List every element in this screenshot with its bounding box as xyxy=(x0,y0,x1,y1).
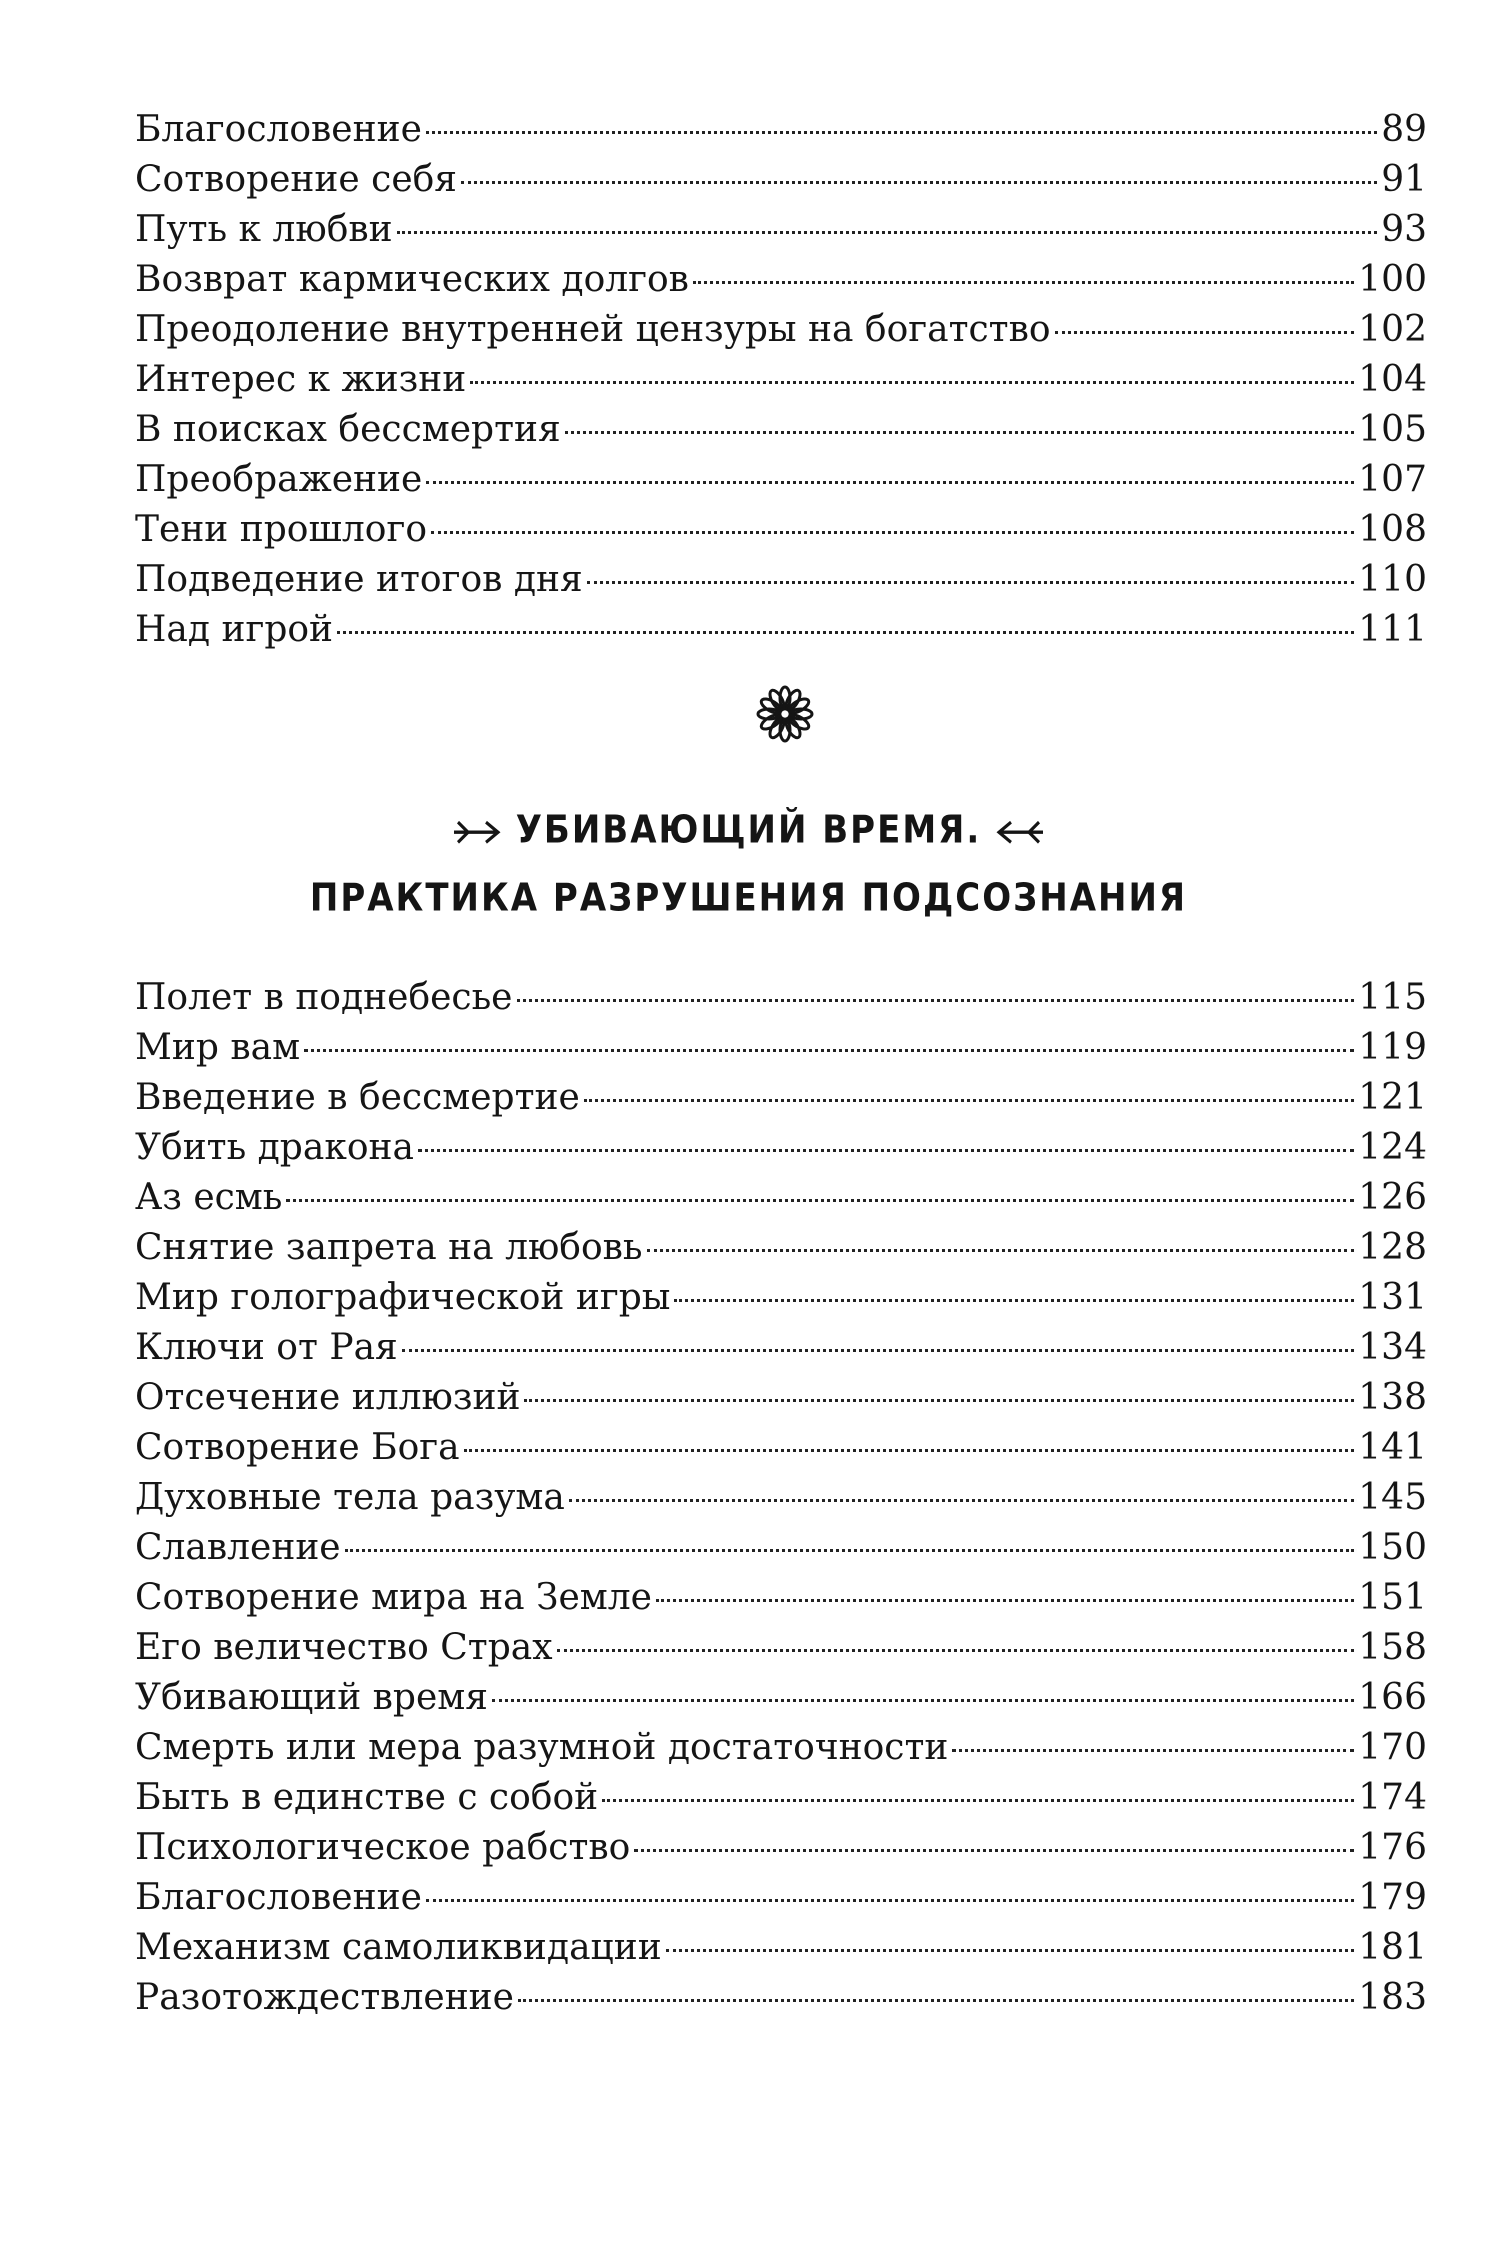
toc-entry-title: Подведение итогов дня xyxy=(135,559,583,600)
toc-entry-title: Быть в единстве с собой xyxy=(135,1777,599,1818)
toc-entry-title: Преображение xyxy=(135,459,423,500)
toc-entry-title: Благословение xyxy=(135,1877,422,1918)
toc-entry xyxy=(135,1523,1427,1573)
toc-entry xyxy=(135,1373,1427,1423)
dot-leader xyxy=(464,1449,1355,1452)
toc-entry-title: Мир вам xyxy=(135,1027,301,1068)
dot-leader xyxy=(952,1749,1354,1752)
left-arrow-ornament-icon xyxy=(452,818,502,845)
toc-entry-page-number: 174 xyxy=(1358,1777,1427,1818)
toc-entry-title: Снятие запрета на любовь xyxy=(135,1227,643,1268)
toc-entry xyxy=(135,1023,1427,1073)
toc-entry xyxy=(135,1673,1427,1723)
toc-entry xyxy=(135,1773,1427,1823)
right-arrow-ornament-icon xyxy=(995,818,1045,845)
toc-entry-title: В поисках бессмертия xyxy=(135,409,561,450)
toc-entry xyxy=(135,1223,1427,1273)
toc-entry-page-number: 134 xyxy=(1358,1327,1427,1368)
toc-entry xyxy=(135,405,1427,455)
toc-entry-page-number: 115 xyxy=(1358,977,1427,1018)
toc-entry xyxy=(135,505,1427,555)
toc-entry-title: Преодоление внутренней цензуры на богатство xyxy=(135,309,1051,350)
toc-entry-page-number: 128 xyxy=(1358,1227,1427,1268)
toc-entry-page-number: 126 xyxy=(1358,1177,1427,1218)
toc-entry-title: Ключи от Рая xyxy=(135,1327,398,1368)
toc-entry-title: Смерть или мера разумной достаточности xyxy=(135,1727,949,1768)
toc-entry-page-number: 121 xyxy=(1358,1077,1427,1118)
dot-leader xyxy=(426,481,1354,484)
toc-entry-page-number: 151 xyxy=(1358,1577,1427,1618)
toc-entry-page-number: 119 xyxy=(1358,1027,1427,1068)
toc-entry xyxy=(135,1823,1427,1873)
dot-leader xyxy=(470,381,1354,384)
toc-entry xyxy=(135,1573,1427,1623)
dot-leader xyxy=(517,999,1355,1002)
toc-section-2 xyxy=(135,973,1427,2023)
section-heading-line1 xyxy=(0,808,1497,853)
toc-entry-page-number: 111 xyxy=(1358,609,1427,650)
toc-entry xyxy=(135,973,1427,1023)
toc-entry-title: Сотворение мира на Земле xyxy=(135,1577,652,1618)
toc-entry xyxy=(135,105,1427,155)
toc-entry-title: Отсечение иллюзий xyxy=(135,1377,521,1418)
toc-entry-title: Путь к любви xyxy=(135,209,393,250)
toc-entry-page-number: 141 xyxy=(1358,1427,1427,1468)
dot-leader xyxy=(402,1349,1355,1352)
dot-leader xyxy=(304,1049,1354,1052)
toc-entry-title: Разотождествление xyxy=(135,1977,514,2018)
toc-entry xyxy=(135,605,1427,655)
toc-entry-title: Убивающий время xyxy=(135,1677,488,1718)
toc-entry xyxy=(135,1723,1427,1773)
toc-entry-title: Психологическое рабство xyxy=(135,1827,631,1868)
toc-entry-title: Введение в бессмертие xyxy=(135,1077,580,1118)
toc-entry-page-number: 166 xyxy=(1358,1677,1427,1718)
dot-leader xyxy=(426,1899,1354,1902)
toc-entry-page-number: 104 xyxy=(1358,359,1427,400)
toc-entry-page-number: 176 xyxy=(1358,1827,1427,1868)
toc-entry-page-number: 145 xyxy=(1358,1477,1427,1518)
toc-entry xyxy=(135,305,1427,355)
toc-entry-page-number: 102 xyxy=(1358,309,1427,350)
toc-entry xyxy=(135,1123,1427,1173)
toc-entry xyxy=(135,1923,1427,1973)
toc-entry xyxy=(135,155,1427,205)
dot-leader xyxy=(492,1699,1354,1702)
dot-leader xyxy=(565,431,1355,434)
dot-leader xyxy=(1055,331,1355,334)
toc-entry-page-number: 150 xyxy=(1358,1527,1427,1568)
toc-entry xyxy=(135,205,1427,255)
dot-leader xyxy=(461,181,1377,184)
dot-leader xyxy=(602,1799,1354,1802)
toc-entry-title: Сотворение Бога xyxy=(135,1427,460,1468)
flower-ornament-icon xyxy=(753,682,817,746)
toc-entry-page-number: 124 xyxy=(1358,1127,1427,1168)
dot-leader xyxy=(524,1399,1354,1402)
toc-entry-title: Мир голографической игры xyxy=(135,1277,671,1318)
toc-entry xyxy=(135,1173,1427,1223)
toc-entry xyxy=(135,1973,1427,2023)
toc-entry-page-number: 158 xyxy=(1358,1627,1427,1668)
toc-entry xyxy=(135,355,1427,405)
toc-entry-title: Над игрой xyxy=(135,609,334,650)
toc-entry-title: Духовные тела разума xyxy=(135,1477,565,1518)
toc-entry-title: Механизм самоликвидации xyxy=(135,1927,662,1968)
toc-entry-page-number: 131 xyxy=(1358,1277,1427,1318)
toc-entry xyxy=(135,555,1427,605)
toc-entry-page-number: 183 xyxy=(1358,1977,1427,2018)
toc-entry-page-number: 105 xyxy=(1358,409,1427,450)
dot-leader xyxy=(569,1499,1354,1502)
toc-entry-title: Благословение xyxy=(135,109,422,150)
dot-leader xyxy=(345,1549,1355,1552)
dot-leader xyxy=(674,1299,1354,1302)
toc-entry-title: Сотворение себя xyxy=(135,159,458,200)
toc-entry xyxy=(135,1623,1427,1673)
section-heading-line2: ПРАКТИКА РАЗРУШЕНИЯ ПОДСОЗНАНИЯ xyxy=(309,875,1188,921)
toc-entry-title: Убить дракона xyxy=(135,1127,414,1168)
toc-entry-page-number: 91 xyxy=(1381,159,1427,200)
dot-leader xyxy=(337,631,1354,634)
toc-entry-page-number: 110 xyxy=(1358,559,1427,600)
dot-leader xyxy=(587,581,1355,584)
toc-entry-page-number: 93 xyxy=(1381,209,1427,250)
toc-entry-page-number: 107 xyxy=(1358,459,1427,500)
toc-entry-title: Полет в поднебесье xyxy=(135,977,513,1018)
section-heading-title: УБИВАЮЩИЙ ВРЕМЯ. xyxy=(515,807,982,853)
dot-leader xyxy=(286,1199,1354,1202)
dot-leader xyxy=(693,281,1354,284)
toc-entry-title: Интерес к жизни xyxy=(135,359,467,400)
dot-leader xyxy=(426,131,1377,134)
toc-entry xyxy=(135,1873,1427,1923)
toc-entry-page-number: 181 xyxy=(1358,1927,1427,1968)
dot-leader xyxy=(584,1099,1354,1102)
toc-entry-page-number: 179 xyxy=(1358,1877,1427,1918)
toc-entry-title: Славление xyxy=(135,1527,341,1568)
dot-leader xyxy=(418,1149,1354,1152)
toc-entry-page-number: 89 xyxy=(1381,109,1427,150)
dot-leader xyxy=(557,1649,1355,1652)
toc-entry xyxy=(135,255,1427,305)
dot-leader xyxy=(431,531,1354,534)
toc-entry xyxy=(135,455,1427,505)
toc-entry xyxy=(135,1323,1427,1373)
toc-entry-page-number: 100 xyxy=(1358,259,1427,300)
toc-entry-title: Возврат кармических долгов xyxy=(135,259,689,300)
toc-entry-page-number: 170 xyxy=(1358,1727,1427,1768)
dot-leader xyxy=(656,1599,1354,1602)
toc-section-1 xyxy=(135,105,1427,655)
toc-entry xyxy=(135,1073,1427,1123)
toc-entry xyxy=(135,1473,1427,1523)
toc-entry-page-number: 108 xyxy=(1358,509,1427,550)
toc-entry xyxy=(135,1273,1427,1323)
dot-leader xyxy=(647,1249,1355,1252)
toc-entry-title: Тени прошлого xyxy=(135,509,428,550)
dot-leader xyxy=(518,1999,1354,2002)
toc-entry-title: Аз есмь xyxy=(135,1177,283,1218)
dot-leader xyxy=(634,1849,1354,1852)
toc-entry-title: Его величество Страх xyxy=(135,1627,553,1668)
dot-leader xyxy=(666,1949,1355,1952)
dot-leader xyxy=(397,231,1378,234)
toc-entry-page-number: 138 xyxy=(1358,1377,1427,1418)
toc-entry xyxy=(135,1423,1427,1473)
